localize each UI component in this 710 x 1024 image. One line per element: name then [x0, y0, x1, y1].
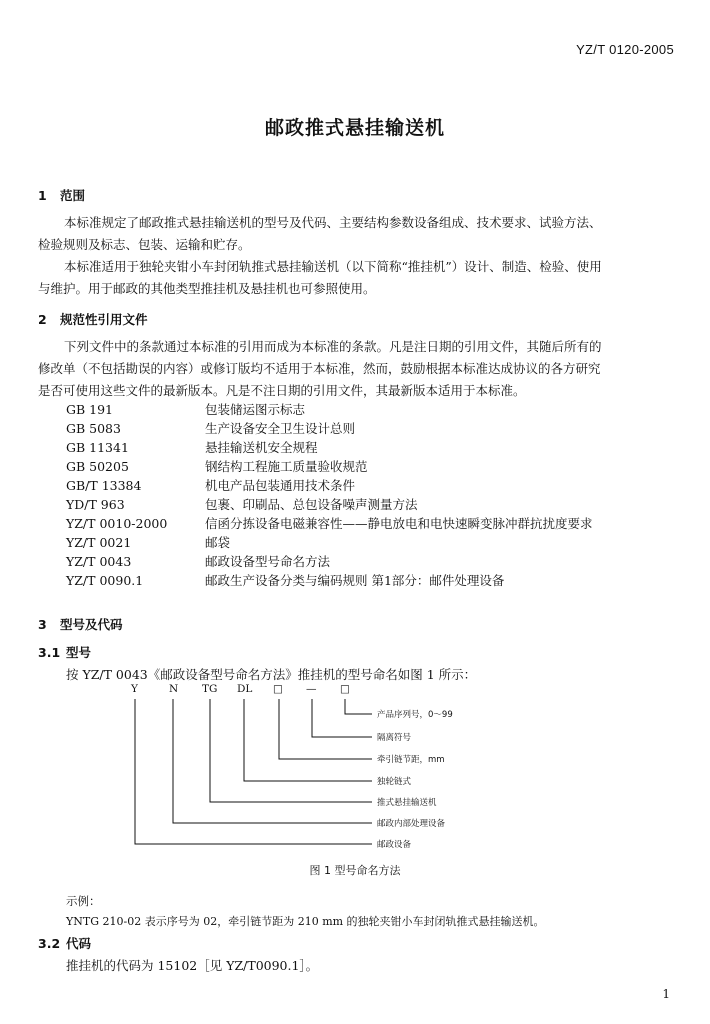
section-3-1-text: 按 YZ/T 0043《邮政设备型号命名方法》推挂机的型号命名如图 1 所示： [66, 667, 477, 682]
reference-code: YZ/T 0021 [66, 535, 132, 550]
reference-item [66, 476, 355, 495]
leader-line [312, 699, 372, 737]
section-title: 范围 [60, 188, 86, 203]
section-2-heading [38, 310, 148, 328]
text-line: 本标准适用于独轮夹钳小车封闭轨推式悬挂输送机（以下简称“推挂机”）设计、制造、检验、使用 [64, 259, 602, 274]
section-3-2-heading [38, 934, 91, 952]
reference-item [66, 514, 593, 533]
reference-code: GB 191 [66, 402, 114, 417]
section-1-heading [38, 186, 85, 204]
diagram-label: 推式悬挂输送机 [377, 798, 437, 808]
reference-item [66, 495, 418, 514]
code-box-2: □ [340, 683, 350, 695]
reference-code: GB 11341 [66, 440, 129, 455]
reference-name: 生产设备安全卫生设计总则 [205, 421, 356, 436]
reference-item [66, 552, 330, 571]
leader-line [244, 699, 372, 781]
section-number: 1 [38, 188, 47, 203]
section-title: 规范性引用文件 [60, 312, 148, 327]
section-title: 代码 [66, 936, 92, 951]
reference-item [66, 457, 368, 476]
document-title: 邮政推式悬挂输送机 [264, 117, 445, 139]
reference-item [66, 419, 355, 438]
reference-name: 机电产品包装通用技术条件 [205, 478, 356, 493]
section-title: 型号 [66, 645, 92, 660]
text-line: 本标准规定了邮政推式悬挂输送机的型号及代码、主要结构参数设备组成、技术要求、试验方法、 [64, 215, 602, 230]
section-number: 2 [38, 312, 47, 327]
diagram-label: 隔离符号 [377, 733, 412, 743]
reference-item [66, 438, 318, 457]
code-box-1: □ [273, 683, 283, 695]
example-label: 示例： [66, 894, 101, 908]
diagram-label: 牵引链节距，mm [377, 755, 445, 765]
page-number: 1 [662, 987, 670, 1001]
model-naming-diagram [0, 680, 710, 855]
example-text: YNTG 210-02 表示序号为 02，牵引链节距为 210 mm 的独轮夹钳小车封闭轨推式悬挂输送机。 [66, 915, 545, 928]
diagram-label: 邮政内部处理设备 [377, 819, 446, 829]
section-number: 3.1 [38, 645, 61, 660]
code-tg: TG [202, 683, 218, 695]
reference-name: 邮政生产设备分类与编码规则 第1部分：邮件处理设备 [205, 573, 505, 588]
reference-code: YD/T 963 [66, 497, 125, 512]
section-3-2-text: 推挂机的代码为 15102［见 YZ/T0090.1］。 [66, 958, 319, 973]
code-dash: — [306, 683, 317, 695]
section-3-1-heading [38, 643, 91, 661]
text-line: 与维护。用于邮政的其他类型推挂机及悬挂机也可参照使用。 [38, 281, 376, 296]
section-number: 3 [38, 617, 47, 632]
reference-code: GB 50205 [66, 459, 129, 474]
section-1-paragraph-2 [38, 256, 678, 300]
leader-line [279, 699, 372, 759]
reference-code: GB/T 13384 [66, 478, 142, 493]
reference-name: 包裹、印刷品、总包设备噪声测量方法 [205, 497, 418, 512]
reference-item [66, 571, 504, 590]
reference-code: YZ/T 0043 [66, 554, 132, 569]
section-2-paragraph [38, 336, 678, 402]
reference-name: 包装储运图示标志 [205, 402, 306, 417]
figure-caption: 图 1 型号命名方法 [309, 864, 401, 877]
section-title: 型号及代码 [60, 617, 123, 632]
reference-name: 信函分拣设备电磁兼容性——静电放电和电快速瞬变脉冲群抗扰度要求 [205, 516, 593, 531]
text-line: 修改单（不包括勘误的内容）或修订版均不适用于本标准，然而，鼓励根据本标准达成协议的各方研究 [38, 361, 601, 376]
diagram-label: 邮政设备 [377, 840, 412, 850]
reference-code: GB 5083 [66, 421, 121, 436]
reference-name: 钢结构工程施工质量验收规范 [205, 459, 368, 474]
code-dl: DL [237, 683, 253, 695]
reference-code: YZ/T 0090.1 [66, 573, 144, 588]
leader-line [135, 699, 372, 844]
code-n: N [169, 683, 179, 695]
text-line: 检验规则及标志、包装、运输和贮存。 [38, 237, 251, 252]
text-line: 下列文件中的条款通过本标准的引用而成为本标准的条款。凡是注日期的引用文件，其随后所有的 [64, 339, 602, 354]
diagram-label: 独轮链式 [377, 777, 412, 787]
code-y: Y [131, 683, 138, 695]
reference-name: 邮政设备型号命名方法 [205, 554, 331, 569]
section-number: 3.2 [38, 936, 61, 951]
section-3-heading [38, 615, 123, 633]
reference-name: 悬挂输送机安全规程 [205, 440, 318, 455]
text-line: 是否可使用这些文件的最新版本。凡是不注日期的引用文件，其最新版本适用于本标准。 [38, 383, 526, 398]
standard-number: YZ/T 0120-2005 [576, 42, 674, 57]
leader-line [345, 699, 372, 714]
reference-item [66, 533, 230, 552]
reference-code: YZ/T 0010-2000 [66, 516, 168, 531]
diagram-label: 产品序列号，0～99 [377, 710, 453, 720]
leader-line [173, 699, 372, 823]
reference-item [66, 400, 305, 419]
reference-name: 邮袋 [205, 535, 231, 550]
section-1-paragraph-1 [38, 212, 678, 256]
